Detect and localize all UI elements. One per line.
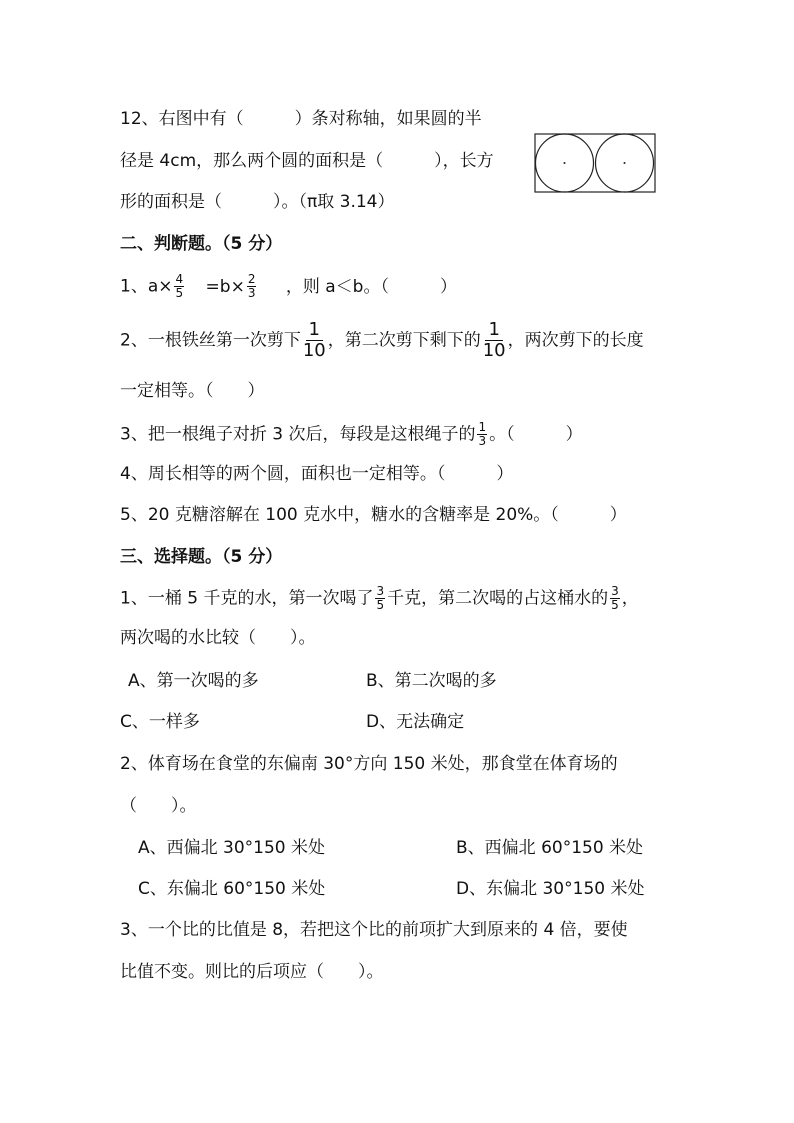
s2q3-fraction-denominator: 3 — [478, 434, 487, 448]
s2q1-fraction-1-numerator: 4 — [175, 272, 184, 286]
s2-question-2-line-2: 一定相等。（ ） — [120, 381, 265, 401]
s3q1-fraction-1 — [375, 585, 385, 612]
s2q2-fraction-1-numerator: 1 — [306, 320, 323, 341]
s3-question-3-line-2: 比值不变。则比的后项应（ ）。 — [120, 962, 384, 982]
s3q2-option-a[interactable]: A、西偏北 30°150 米处 — [138, 838, 326, 858]
s3q2-option-c[interactable]: C、东偏北 60°150 米处 — [138, 879, 326, 899]
s3q1-fraction-2 — [610, 585, 620, 612]
s3-question-1 — [120, 585, 639, 612]
s2-question-5: 5、20 克糖溶解在 100 克水中，糖水的含糖率是 20%。（ ） — [120, 505, 627, 525]
left-circle-center-dot — [564, 162, 566, 164]
s3-question-2-line-1: 2、体育场在食堂的东偏南 30°方向 150 米处，那食堂在体育场的 — [120, 754, 618, 774]
s2-question-3 — [120, 421, 583, 448]
s2q2-part-1: 2、一根铁丝第一次剪下 — [120, 330, 301, 351]
s3q1-fraction-1-numerator: 3 — [376, 584, 385, 598]
s2q2-fraction-2-numerator: 1 — [485, 320, 502, 341]
s3q1-option-d[interactable]: D、无法确定 — [366, 712, 465, 732]
s2q1-suffix: ，则 a＜b。（ ） — [285, 276, 457, 297]
s3q2-option-d[interactable]: D、东偏北 30°150 米处 — [456, 879, 645, 899]
s2q1-mid: =b× — [205, 276, 245, 297]
s2q3-fraction — [477, 421, 487, 448]
s3q1-fraction-2-denominator: 5 — [611, 598, 619, 612]
right-circle-center-dot — [624, 162, 626, 164]
q12-line-3: 形的面积是（ ）。（π取 3.14） — [120, 192, 395, 212]
s3q1-option-b[interactable]: B、第二次喝的多 — [366, 671, 497, 691]
two-circles-in-rectangle-figure — [534, 133, 656, 193]
s2q2-part-2: ，第二次剪下剩下的 — [327, 330, 481, 351]
s2q1-fraction-2-denominator: 3 — [247, 286, 256, 300]
q12-line-1: 12、右图中有（ ）条对称轴，如果圆的半 — [120, 109, 482, 129]
s2q1-fraction-1 — [174, 273, 184, 300]
s2q3-part-2: 。（ ） — [489, 424, 583, 445]
s2-question-2 — [120, 320, 644, 361]
s2q3-part-1: 3、把一根绳子对折 3 次后，每段是这根绳子的 — [120, 424, 476, 445]
s2q2-part-3: ，两次剪下的长度 — [507, 330, 644, 351]
s2-question-1 — [120, 273, 457, 300]
s3q1-fraction-2-numerator: 3 — [611, 584, 619, 598]
s2q1-fraction-2-numerator: 2 — [247, 272, 256, 286]
s3q1-option-c[interactable]: C、一样多 — [120, 712, 200, 732]
s2q1-prefix: 1、a× — [120, 276, 173, 297]
q12-line-2: 径是 4cm，那么两个圆的面积是（ ），长方 — [120, 151, 494, 171]
s2q2-fraction-2 — [483, 320, 506, 361]
s3-question-1-line-2: 两次喝的水比较（ ）。 — [120, 628, 316, 648]
s2q1-fraction-2 — [247, 273, 257, 300]
s3q1-part-2: 千克，第二次喝的占这桶水的 — [387, 588, 609, 609]
s3q2-option-b[interactable]: B、西偏北 60°150 米处 — [456, 838, 644, 858]
s2-question-4: 4、周长相等的两个圆，面积也一定相等。（ ） — [120, 464, 514, 484]
s2q2-fraction-1 — [303, 320, 326, 361]
s2q2-fraction-1-denominator: 10 — [302, 340, 326, 361]
s3q1-option-a[interactable]: A、第一次喝的多 — [128, 671, 259, 691]
s3q1-part-1: 1、一桶 5 千克的水，第一次喝了 — [120, 588, 374, 609]
s2q2-fraction-2-denominator: 10 — [482, 340, 506, 361]
s3-question-3-line-1: 3、一个比的比值是 8，若把这个比的前项扩大到原来的 4 倍，要使 — [120, 920, 628, 940]
s3-question-2-line-2: （ ）。 — [120, 796, 197, 816]
s3q1-part-3: ， — [621, 588, 639, 609]
s2q3-fraction-numerator: 1 — [478, 420, 487, 434]
s2q1-fraction-1-denominator: 5 — [175, 286, 184, 300]
section-3-title: 三、选择题。（5 分） — [120, 547, 283, 567]
s3q1-fraction-1-denominator: 5 — [376, 598, 385, 612]
section-2-title: 二、判断题。（5 分） — [120, 234, 283, 254]
